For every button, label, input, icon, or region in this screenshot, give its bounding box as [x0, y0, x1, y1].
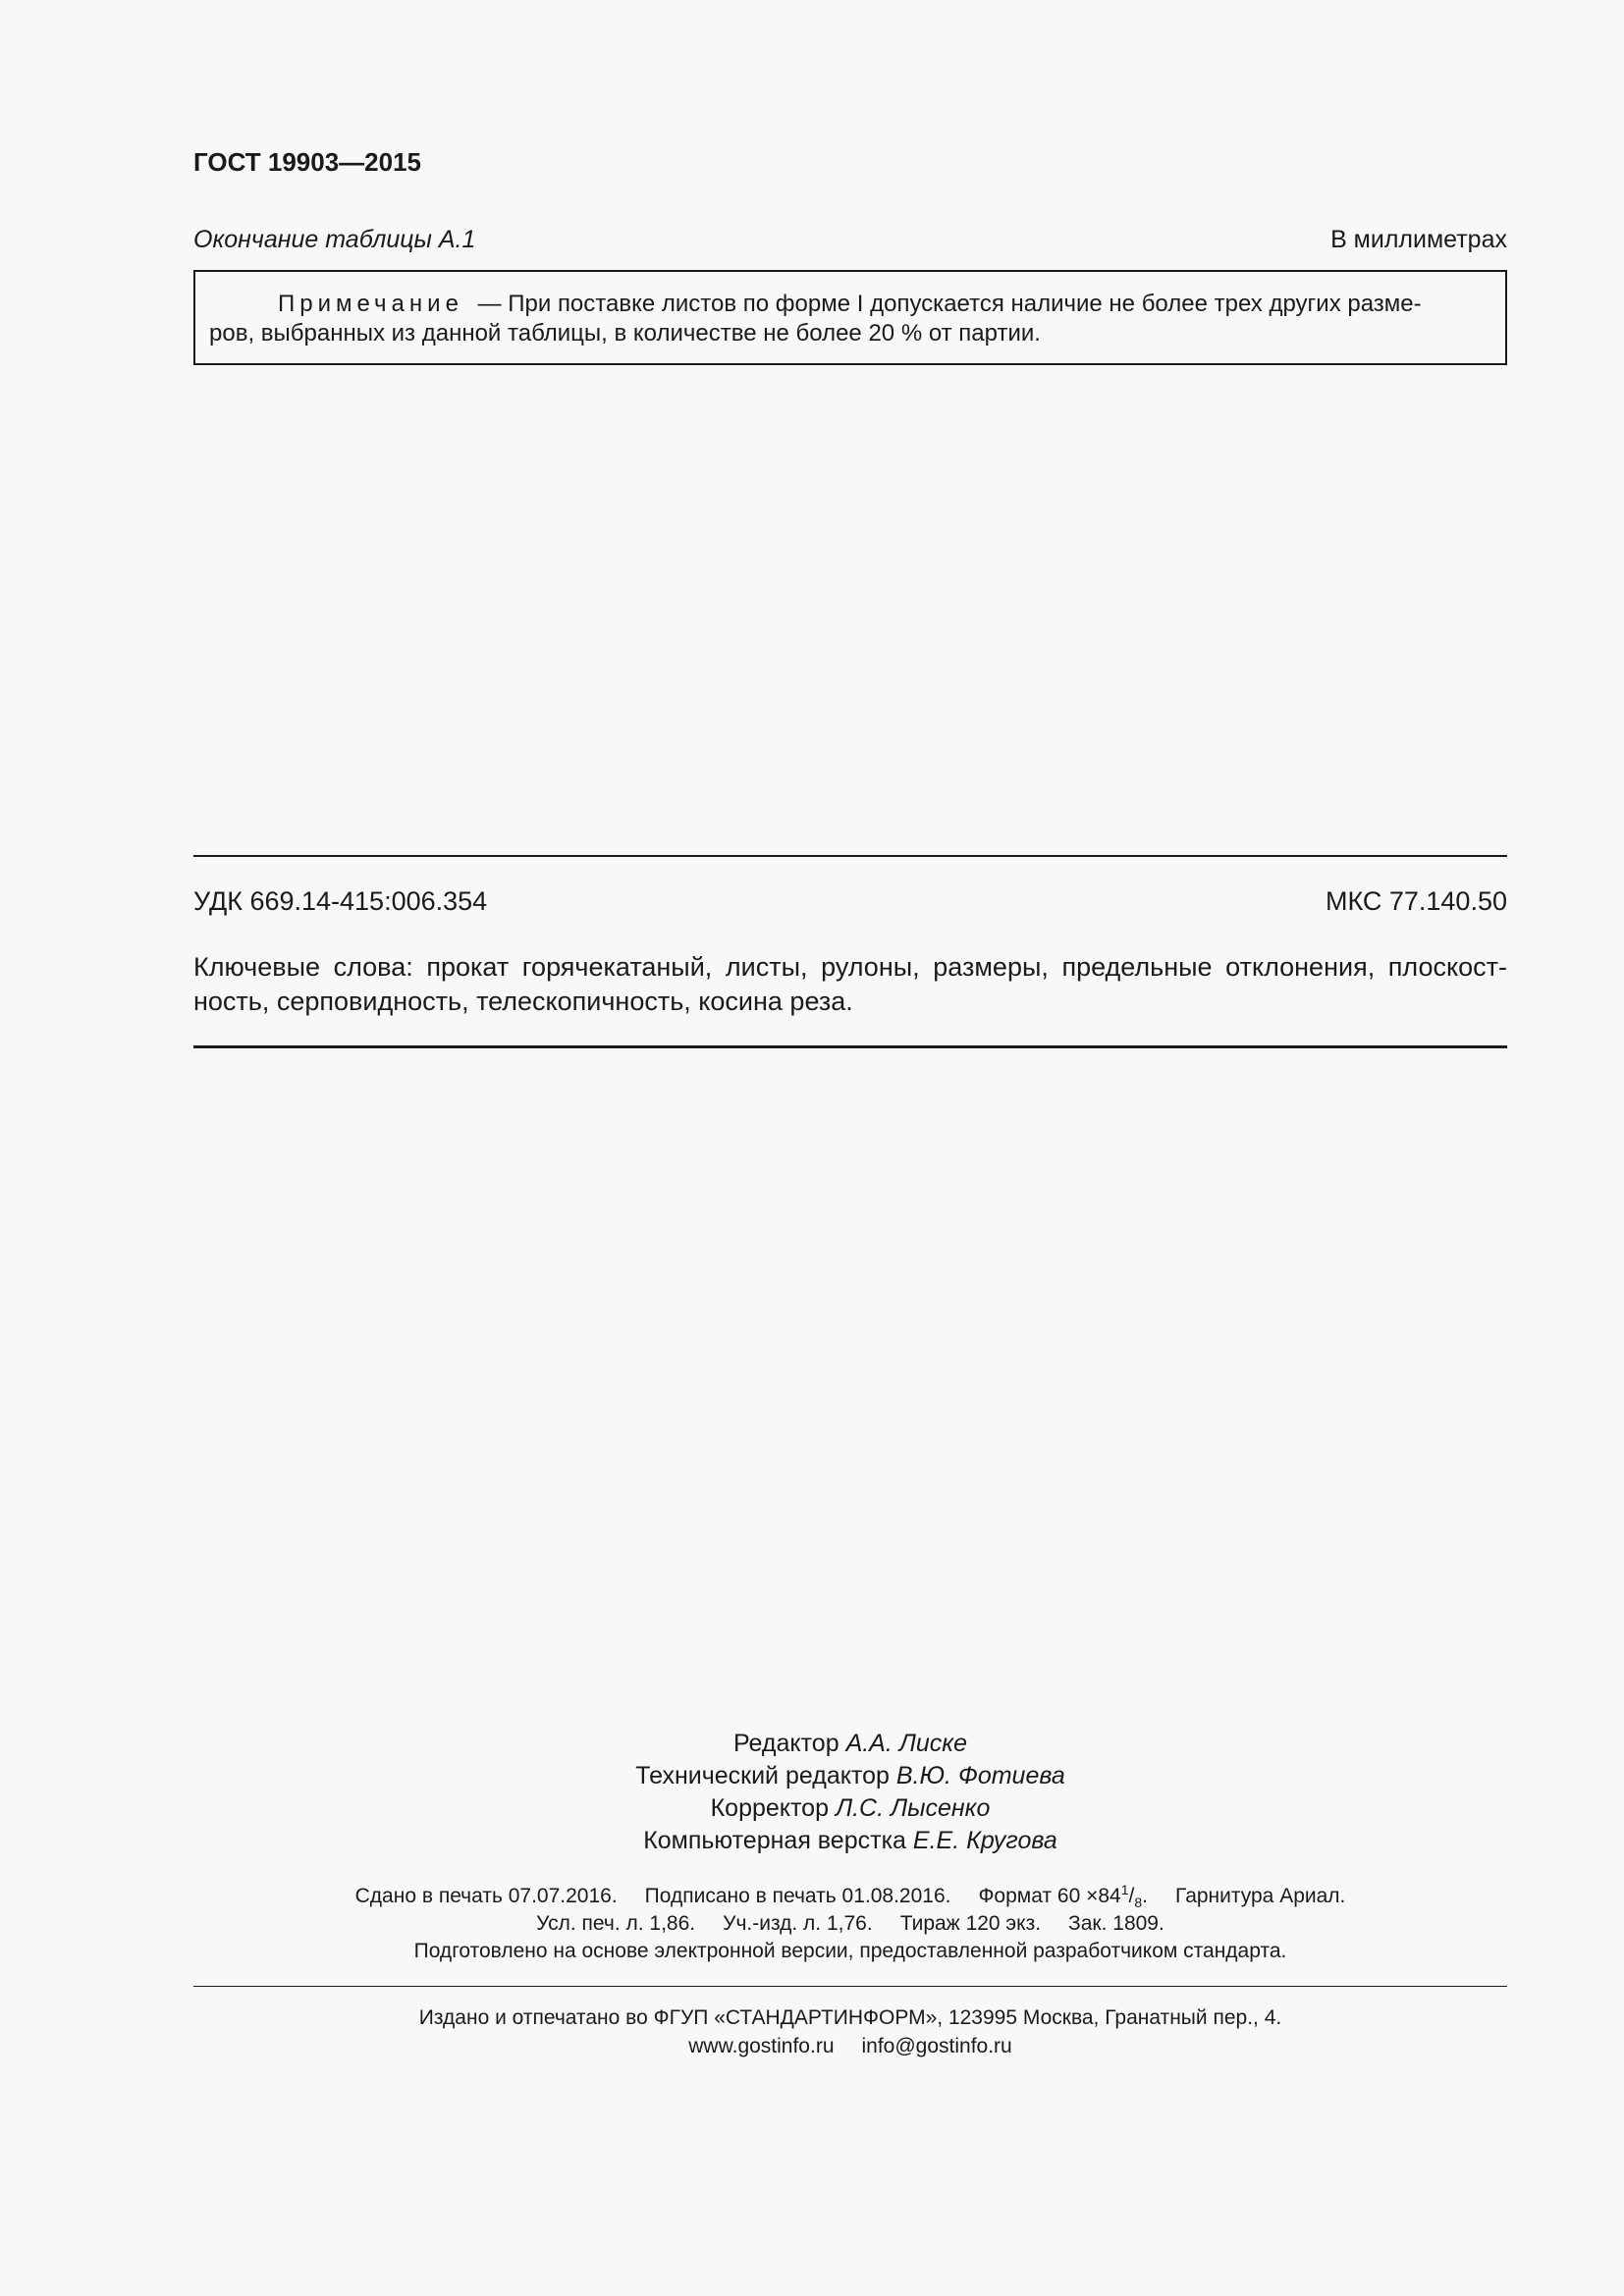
- credit-person: В.Ю. Фотиева: [895, 1762, 1065, 1789]
- note-text-1: При поставке листов по форме I допускается наличие не более трех других разме-: [508, 291, 1422, 317]
- imprint-line-1: [193, 1883, 1507, 1910]
- format-prefix: Формат 60 ×84: [978, 1885, 1121, 1907]
- note-line-1: [209, 290, 1491, 319]
- document-title: ГОСТ 19903—2015: [193, 147, 421, 177]
- signed-to-print: Подписано в печать 01.08.2016.: [644, 1885, 951, 1907]
- mks-code: МКС 77.140.50: [1325, 886, 1507, 916]
- note-text-2: ров, выбранных из данной таблицы, в количестве не более 20 % от партии.: [209, 320, 1041, 347]
- credit-layout: [193, 1825, 1507, 1857]
- credit-person: Л.С. Лысенко: [835, 1794, 991, 1822]
- typeface: Гарнитура Ариал.: [1175, 1885, 1346, 1907]
- credit-role: Редактор: [732, 1730, 839, 1757]
- publisher-address: Издано и отпечатано во ФГУП «СТАНДАРТИНФОРМ», 123995 Москва, Гранатный пер., 4.: [418, 2006, 1282, 2029]
- note-box: [193, 270, 1507, 365]
- credit-role: Корректор: [710, 1794, 829, 1822]
- units-label: В миллиметрах: [1330, 226, 1507, 253]
- udk-code: УДК 669.14-415:006.354: [193, 886, 488, 916]
- credit-proofreader: [193, 1792, 1507, 1825]
- credits-block: [193, 1728, 1507, 1857]
- table-continuation-caption: Окончание таблицы А.1: [193, 226, 476, 253]
- credit-role: Технический редактор: [635, 1762, 890, 1789]
- format-numerator: 1: [1120, 1882, 1129, 1897]
- credit-person: А.А. Лиске: [845, 1730, 967, 1757]
- imprint-line-2: [193, 1910, 1507, 1938]
- credit-role: Компьютерная верстка: [643, 1827, 906, 1854]
- keywords-line-2: ность, серповидность, телескопичность, косина реза.: [193, 987, 853, 1016]
- note-label: Примечание: [278, 291, 463, 317]
- format-end: .: [1142, 1885, 1148, 1907]
- note-dash: —: [477, 291, 502, 317]
- divider-middle: [193, 1045, 1507, 1048]
- publisher-website-link[interactable]: www.gostinfo.ru: [688, 2035, 835, 2057]
- publisher-contacts: [193, 2032, 1507, 2060]
- format-denominator: 8: [1134, 1895, 1143, 1911]
- publication-sheets: Уч.-изд. л. 1,76.: [723, 1912, 873, 1935]
- imprint-block: [193, 1883, 1507, 1965]
- credit-tech-editor: [193, 1760, 1507, 1792]
- print-format: [978, 1882, 1148, 1911]
- publisher-block: [193, 2003, 1507, 2060]
- print-sheets: Усл. печ. л. 1,86.: [536, 1912, 696, 1935]
- credit-person: Е.Е. Кругова: [912, 1827, 1057, 1854]
- order-number: Зак. 1809.: [1068, 1912, 1164, 1935]
- sent-to-print: Сдано в печать 07.07.2016.: [354, 1885, 618, 1907]
- keywords-block: [193, 950, 1507, 1019]
- keywords-line-1: Ключевые слова: прокат горячекатаный, листы, рулоны, размеры, предельные отклонения, плоскост-: [193, 952, 1507, 982]
- divider-bottom: [193, 1986, 1507, 1987]
- circulation: Тираж 120 экз.: [899, 1912, 1042, 1935]
- credit-editor: [193, 1728, 1507, 1760]
- publisher-email-link[interactable]: info@gostinfo.ru: [861, 2035, 1012, 2057]
- format-slash: /: [1128, 1885, 1135, 1907]
- divider-top: [193, 855, 1507, 857]
- imprint-prepared: Подготовлено на основе электронной версии, предоставленной разработчиком стандарта.: [413, 1940, 1287, 1962]
